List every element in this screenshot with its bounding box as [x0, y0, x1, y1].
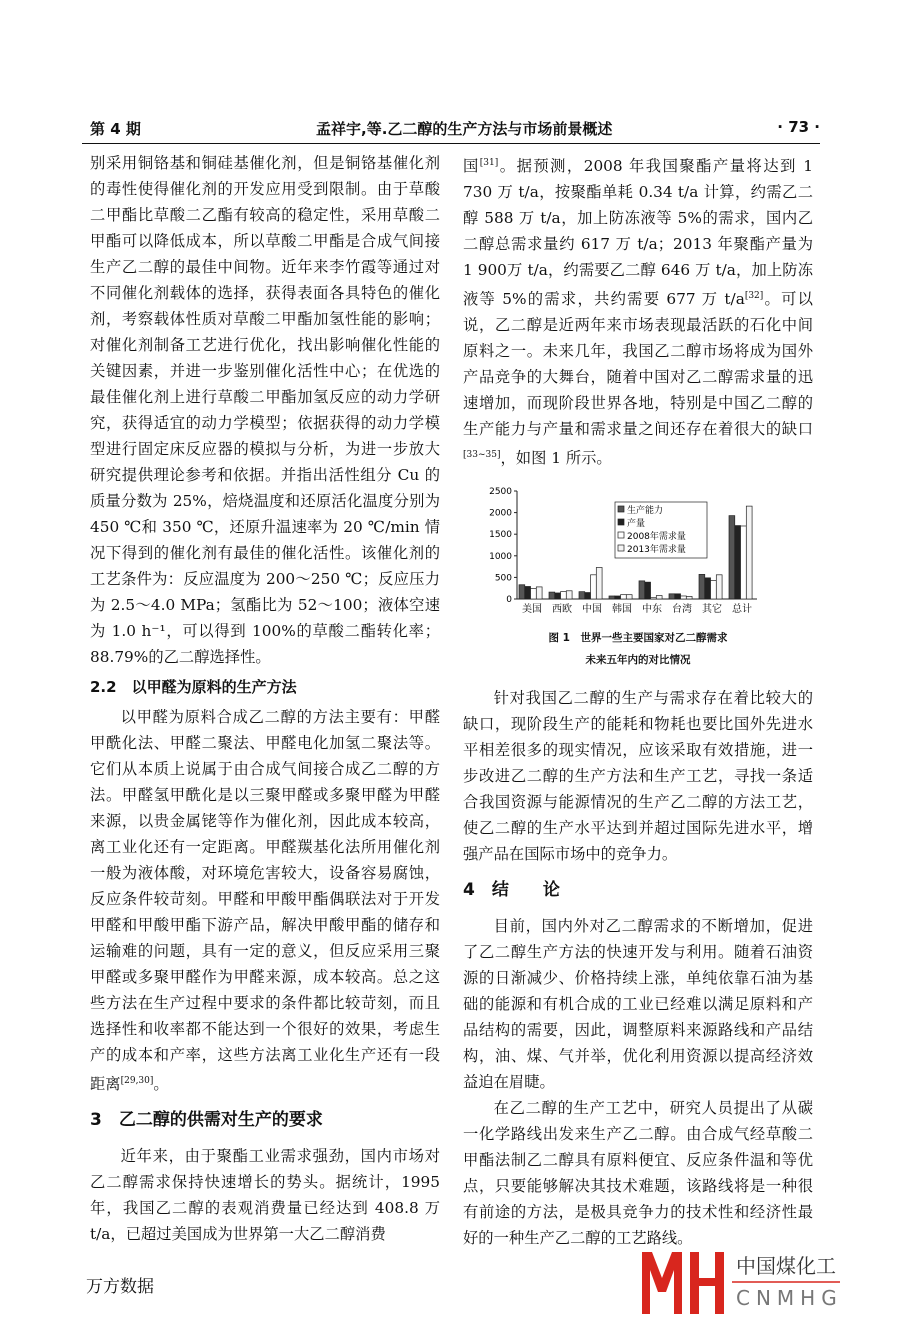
x-tick-label: 其它 — [702, 604, 722, 616]
bar — [596, 568, 602, 600]
paragraph: 在乙二醇的生产工艺中，研究人员提出了从碳一化学路线出发来生产乙二醇。由合成气经草酸二甲酯法制乙二醇具有原料便宜、反应条件温和等优点，只要能够解决其技术难题，该路线将是一种很有前途的方法，是极具竞争力的技术性和经济性最好的一种生产乙二醇的工艺路线。 — [463, 1099, 813, 1248]
paragraph-text: 。 — [153, 1075, 169, 1094]
y-tick-label: 500 — [494, 573, 512, 584]
bar — [645, 582, 651, 599]
watermark-en: CNMHG — [736, 1286, 843, 1310]
legend-label: 产量 — [627, 519, 646, 530]
bar — [615, 596, 621, 599]
bar — [639, 581, 645, 599]
x-tick-label: 中国 — [582, 604, 602, 616]
paragraph: 目前，国内外对乙二醇需求的不断增加，促进了乙二醇生产方法的快速开发与利用。随着石油资源的日渐减少、价格持续上涨，单纯依靠石油为基础的能源和有机合成的工业已经难以满足原料和产品结构的需要，因此，调整原料来源路线和产品结构，油、煤、气并举，优化利用资源以提高经济效益迫在眉睫。 — [463, 917, 813, 1092]
paragraph-text: 。可以说，乙二醇是近两年来市场表现最活跃的石化中间原料之一。未来几年，我国乙二醇市场将成为国外产品竞争的大舞台，随着中国对乙二醇需求量的迅速增加，而现阶段世界各地，特别是中国乙二醇的生产能力与产量和需求量之间还存在着很大的缺口 — [463, 290, 813, 439]
page-number: · 73 · — [777, 118, 820, 136]
citation: [33~35] — [463, 450, 501, 461]
paragraph-text: ，如图 1 所示。 — [500, 449, 612, 468]
x-tick-label: 美国 — [522, 604, 542, 616]
header-rule — [82, 143, 820, 144]
y-tick-label: 2000 — [489, 508, 512, 519]
y-tick-label: 1000 — [489, 552, 512, 563]
y-tick-label: 1500 — [489, 530, 512, 541]
bar — [729, 516, 735, 599]
running-header — [84, 118, 820, 142]
bar — [579, 592, 585, 599]
running-title: 孟祥宇,等.乙二醇的生产方法与市场前景概述 — [316, 120, 613, 138]
figure-caption — [463, 627, 813, 671]
y-tick-label: 0 — [506, 595, 512, 606]
paragraph-text: 国 — [463, 157, 480, 176]
section-heading-2-2: 2.2 以甲醛为原料的生产方法 — [90, 678, 297, 696]
bar — [591, 575, 597, 599]
bar — [621, 595, 627, 599]
x-tick-label: 韩国 — [612, 604, 632, 616]
bar — [686, 597, 692, 600]
bar — [699, 575, 705, 600]
bar — [566, 591, 572, 599]
bar — [675, 594, 681, 599]
citation: [32] — [744, 291, 764, 302]
x-tick-label: 西欧 — [552, 604, 572, 616]
section-heading-3: 3 乙二醇的供需对生产的要求 — [90, 1110, 323, 1131]
caption-line: 图 1 世界一些主要国家对乙二醇需求 — [548, 632, 728, 645]
paragraph-text: 。据预测，2008 年我国聚酯产量将达到 1 730 万 t/a，按聚酯单耗 0.34 t/a 计算，约需乙二醇 588 万 t/a，加上防冻液等 5%的需求，国内乙二醇总需求量约 617 万 t/a；2013 年聚酯产量为 1 900万 t/a，约需要乙二醇 646 万 t/a，加上防冻液等 5%的需求，共约需要 677 万 t/a — [463, 157, 813, 309]
footer-source: 万方数据 — [86, 1277, 154, 1297]
bar — [705, 578, 711, 599]
bar — [716, 575, 722, 599]
x-tick-label: 总计 — [732, 604, 752, 616]
bar — [531, 589, 537, 599]
bar — [711, 581, 717, 600]
legend-label: 生产能力 — [627, 506, 664, 517]
bar — [519, 585, 525, 599]
y-tick-label: 2500 — [489, 487, 512, 498]
legend-swatch — [618, 519, 624, 525]
bar — [626, 595, 632, 599]
watermark-cn: 中国煤化工 — [736, 1254, 836, 1278]
left-column — [90, 150, 440, 1247]
bar — [555, 593, 561, 599]
section-heading-4: 4 结 论 — [463, 880, 560, 901]
paragraph: 别采用铜铬基和铜硅基催化剂，但是铜铬基催化剂的毒性使得催化剂的开发应用受到限制。由于草酸二甲酯比草酸二乙酯有较高的稳定性，采用草酸二甲酯可以降低成本，所以草酸二甲酯是合成气间接生产乙二醇的最佳中间物。近年来李竹霞等通过对不同催化剂载体的选择，获得表面各具特色的催化剂，考察载体性质对草酸二甲酯加氢性能的影响；对催化剂制备工艺进行优化，找出影响催化性能的关键因素，并进一步鉴别催化活性中心；在优选的最佳催化剂上进行草酸二甲酯加氢反应的动力学研究，获得适宜的动力学模型；依据获得的动力学模型进行固定床反应器的模拟与分析，为进一步放大研究提供理论参考和依据。并指出活性组分 Cu 的质量分数为 25%，焙烧温度和还原活化温度分别为 450 ℃和 350 ℃，还原升温速率为 20 ℃/min 情况下得到的催化剂有最佳的催化活性。该催化剂的工艺条件为：反应温度为 200～250 ℃；反应压力为 2.5～4.0 MPa；氢酯比为 52～100；液体空速为 1.0 h⁻¹，可以得到 100%的草酸二酯转化率；88.79%的乙二醇选择性。 — [90, 154, 440, 666]
bar — [609, 596, 615, 599]
bar — [746, 506, 752, 599]
legend-label: 2013年需求量 — [627, 545, 686, 556]
bar — [536, 587, 542, 599]
bar — [525, 587, 531, 600]
citation: [29,30] — [120, 1076, 154, 1086]
right-column — [463, 150, 813, 1251]
issue-number: 第 4 期 — [90, 120, 141, 138]
paragraph-text: 以甲醛为原料合成乙二醇的方法主要有：甲醛甲酰化法、甲醛二聚法、甲醛电化加氢二聚法等。它们从本质上说属于由合成气间接合成乙二醇的方法。甲醛氢甲酰化是以三聚甲醛或多聚甲醛为甲醛来源，以贵金属铑等作为催化剂，因此成本较高，离工业化还有一定距离。甲醛羰基化法所用催化剂一般为液体酸，对环境危害较大，设备容易腐蚀，反应条件较苛刻。甲醛和甲酸甲酯偶联法对于开发甲醛和甲酸甲酯下游产品，解决甲酸甲酯的储存和运输难的问题，具有一定的意义，但反应采用三聚甲醛或多聚甲醛作为甲醛来源，成本较高。总之这些方法在生产过程中要求的条件都比较苛刻，而且选择性和收率都不能达到一个很好的效果，考虑生产的成本和产率，这些方法离工业化生产还有一段距离 — [90, 708, 440, 1094]
paragraph: 近年来，由于聚酯工业需求强劲，国内市场对乙二醇需求保持快速增长的势头。据统计，1995 年，我国乙二醇的表观消费量已经达到 408.8 万 t/a，已超过美国成为世界第一大乙二醇消费 — [90, 1147, 440, 1244]
citation: [31] — [479, 158, 499, 168]
bar — [656, 596, 662, 599]
bar — [681, 596, 687, 599]
x-tick-label: 台湾 — [672, 604, 692, 616]
figure-1-chart — [467, 479, 767, 619]
legend-swatch — [618, 532, 624, 538]
bar — [669, 594, 675, 599]
caption-line: 未来五年内的对比情况 — [585, 654, 691, 667]
bar — [651, 598, 657, 599]
x-tick-label: 中东 — [642, 604, 662, 616]
paragraph: 针对我国乙二醇的生产与需求存在着比较大的缺口，现阶段生产的能耗和物耗也要比国外先进水平相差很多的现实情况，应该采取有效措施，进一步改进乙二醇的生产方法和生产工艺，寻找一条适合我国资源与能源情况的生产乙二醇的方法工艺，使乙二醇的生产水平达到并超过国际先进水平，增强产品在国际市场中的竞争力。 — [463, 689, 813, 864]
watermark-logo — [640, 1248, 843, 1318]
legend-swatch — [618, 506, 624, 512]
bar — [549, 592, 555, 599]
bar — [585, 593, 591, 599]
paragraph — [90, 704, 440, 1097]
legend-label: 2008年需求量 — [627, 532, 686, 543]
bar — [741, 526, 747, 599]
bar — [735, 526, 741, 599]
legend-swatch — [618, 545, 624, 551]
paragraph — [463, 150, 813, 471]
bar — [561, 592, 567, 599]
